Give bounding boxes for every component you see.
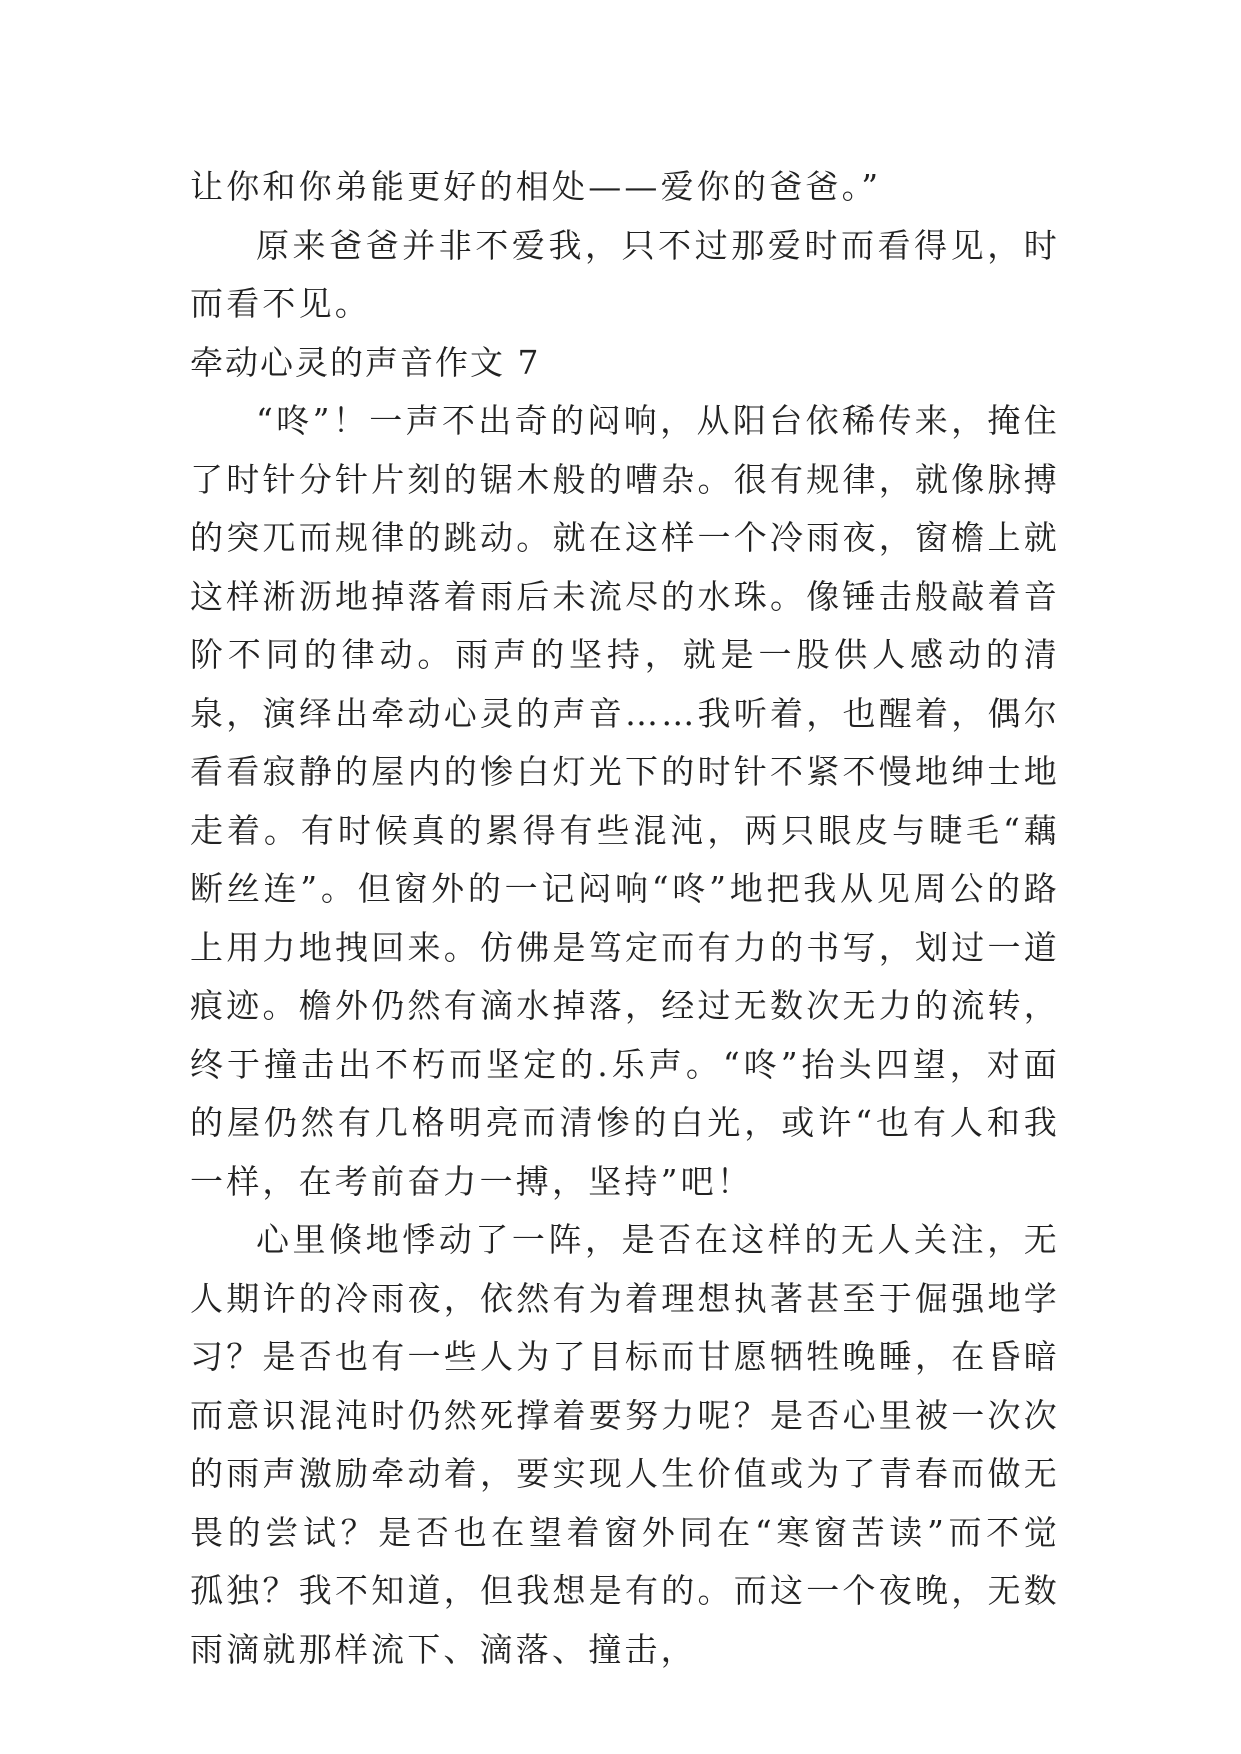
paragraph-rain-sound: “咚”！一声不出奇的闷响，从阳台依稀传来，掩住了时针分针片刻的锯木般的嘈杂。很有规律，就像脉搏的突兀而规律的跳动。就在这样一个冷雨夜，窗檐上就这样淅沥地掉落着雨后未流尽的水珠。像锤击般敲着音阶不同的律动。雨声的坚持，就是一股供人感动的清泉，演绎出牵动心灵的声音……我听着，也醒着，偶尔看看寂静的屋内的惨白灯光下的时针不紧不慢地绅士地走着。有时候真的累得有些混沌，两只眼皮与睫毛“藕断丝连”。但窗外的一记闷响“咚”地把我从见周公的路上用力地拽回来。仿佛是笃定而有力的书写，划过一道痕迹。檐外仍然有滴水掉落，经过无数次无力的流转，终于撞击出不朽而坚定的.乐声。“咚”抬头四望，对面的屋仍然有几格明亮而清惨的白光，或许“也有人和我一样，在考前奋力一搏，坚持”吧！ — [190, 401, 1060, 1201]
paragraph-reflection: 心里倏地悸动了一阵，是否在这样的无人关注，无人期许的冷雨夜，依然有为着理想执著甚至于倔强地学习？是否也有一些人为了目标而甘愿牺牲晚睡，在昏暗而意识混沌时仍然死撑着要努力呢？是否心里被一次次的雨声激励牵动着，要实现人生价值或为了青春而做无畏的尝试？是否也在望着窗外同在“寒窗苦读”而不觉孤独？我不知道，但我想是有的。而这一个夜晚，无数雨滴就那样流下、滴落、撞击， — [190, 1220, 1060, 1669]
paragraph-closing-letter: 让你和你弟能更好的相处——爱你的爸爸。” — [190, 167, 882, 206]
document-body — [190, 158, 1060, 1679]
paragraph-realization: 原来爸爸并非不爱我，只不过那爱时而看得见，时而看不见。 — [190, 225, 1060, 323]
essay-title: 牵动心灵的声音作文 7 — [190, 342, 541, 382]
